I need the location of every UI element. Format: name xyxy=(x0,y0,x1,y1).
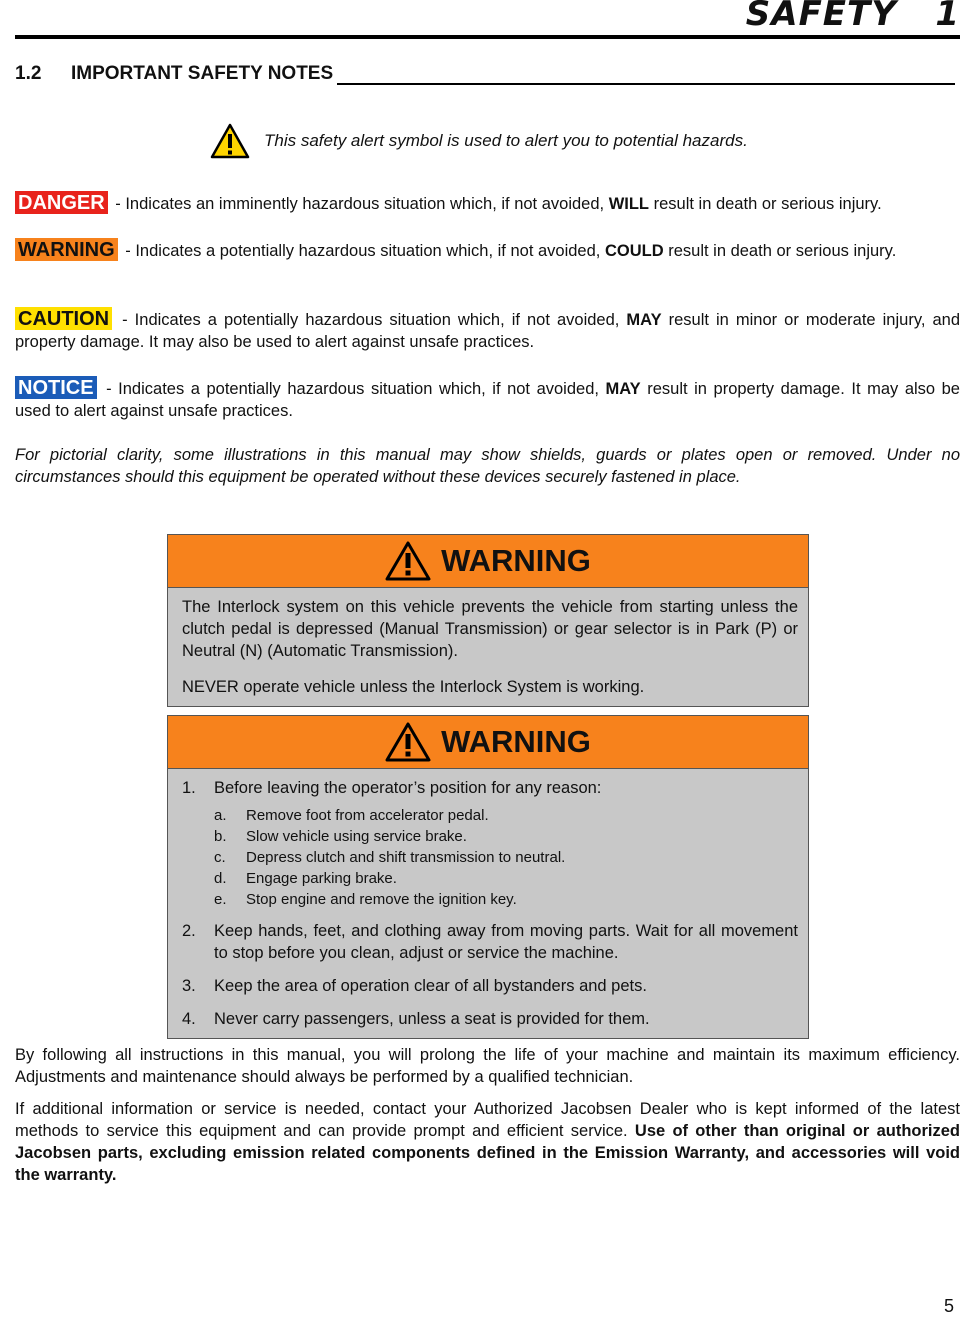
interlock-never-operate: NEVER operate vehicle unless the Interlock System is working. xyxy=(182,678,645,696)
list-item-number: 1. xyxy=(182,779,196,797)
sub-list-text: Slow vehicle using service brake. xyxy=(246,828,467,845)
page-number: 5 xyxy=(943,1296,954,1316)
warning-triangle-icon xyxy=(210,123,250,159)
alert-symbol-description: This safety alert symbol is used to alert you to potential hazards. xyxy=(264,131,748,150)
warning-box-title: WARNING xyxy=(441,724,591,759)
sub-list-item xyxy=(214,826,798,847)
warning-definition xyxy=(15,238,960,262)
sub-list-letter: c. xyxy=(214,849,226,866)
page-header-title: SAFETY 1 xyxy=(745,0,960,34)
sub-list-item xyxy=(214,889,798,910)
pictorial-clarity-note: For pictorial clarity, some illustrations in this manual may show shields, guards or plates open or removed. Under no circumstances should this equipment be operated without these devices securely fastened in place. xyxy=(15,446,960,486)
section-title: IMPORTANT SAFETY NOTES xyxy=(71,63,334,84)
caution-label: CAUTION xyxy=(15,307,112,330)
danger-text-end: result in death or serious injury. xyxy=(649,195,882,213)
sub-list-item xyxy=(214,805,798,826)
section-number: 1.2 xyxy=(15,63,42,84)
warranty-warning-text: Use of other than original or authorized Jacobsen parts, excluding emission related components defined in the Emission Warranty, and accessories will void the warranty. xyxy=(15,1122,960,1184)
list-item-text: Keep the area of operation clear of all bystanders and pets. xyxy=(214,977,647,995)
warning-emphasis: COULD xyxy=(604,242,664,260)
sub-list-text: Stop engine and remove the ignition key. xyxy=(246,891,517,908)
notice-text: - Indicates a potentially hazardous situation which, if not avoided, xyxy=(99,380,606,398)
interlock-description: The Interlock system on this vehicle prevents the vehicle from starting unless the clutch pedal is depressed (Manual Transmission) or gear selector is in Park (P) or Neutral (N) (Automatic Transmission). xyxy=(182,598,798,660)
sub-list-text: Engage parking brake. xyxy=(246,870,397,887)
danger-label: DANGER xyxy=(15,191,108,214)
header-rule xyxy=(15,35,960,39)
warning-text: - Indicates a potentially hazardous situation which, if not avoided, xyxy=(120,242,605,260)
caution-emphasis: MAY xyxy=(626,311,662,329)
list-item-number: 2. xyxy=(182,922,196,940)
list-item-number: 4. xyxy=(182,1010,196,1028)
list-item-text: Before leaving the operator’s position for any reason: xyxy=(214,779,602,797)
sub-list-item xyxy=(214,847,798,868)
list-item-number: 3. xyxy=(182,977,196,995)
list-item xyxy=(182,975,798,997)
interlock-warning-box xyxy=(167,534,809,707)
sub-list-letter: d. xyxy=(214,870,227,887)
sub-list xyxy=(214,805,798,910)
sub-list-letter: b. xyxy=(214,828,227,845)
operator-warning-box xyxy=(167,715,809,1039)
notice-definition xyxy=(15,376,960,422)
caution-text: - Indicates a potentially hazardous situation which, if not avoided, xyxy=(115,311,627,329)
sub-list-text: Remove foot from accelerator pedal. xyxy=(246,807,489,824)
notice-emphasis: MAY xyxy=(605,380,641,398)
warning-triangle-icon xyxy=(385,541,431,581)
sub-list-letter: e. xyxy=(214,891,227,908)
list-item-text: Keep hands, feet, and clothing away from moving parts. Wait for all movement to stop before you clean, adjust or service the machine. xyxy=(214,922,798,962)
sub-list-item xyxy=(214,868,798,889)
list-item xyxy=(182,920,798,964)
danger-emphasis: WILL xyxy=(608,195,650,213)
closing-paragraph-2 xyxy=(15,1098,960,1186)
list-item-text: Never carry passengers, unless a seat is provided for them. xyxy=(214,1010,650,1028)
dealer-contact-text: If additional information or service is needed, contact your Authorized Jacobsen Dealer who is kept informed of the latest methods to service this equipment and can provide prompt and efficient service. xyxy=(15,1100,960,1140)
warning-box-title: WARNING xyxy=(441,543,591,578)
caution-text-end: result in minor or moderate injury, and property damage. It may also be used to alert against unsafe practices. xyxy=(15,311,960,351)
sub-list-letter: a. xyxy=(214,807,227,824)
danger-definition xyxy=(15,191,960,215)
list-item xyxy=(182,1008,798,1030)
closing-paragraph-1: By following all instructions in this manual, you will prolong the life of your machine and maintain its maximum efficiency. Adjustments and maintenance should always be performed by a qualified technician. xyxy=(15,1046,960,1086)
warning-text-end: result in death or serious injury. xyxy=(663,242,897,260)
section-underline xyxy=(337,65,955,85)
notice-label: NOTICE xyxy=(15,376,97,399)
warning-box-header xyxy=(168,535,808,588)
sub-list-text: Depress clutch and shift transmission to neutral. xyxy=(246,849,566,866)
alert-symbol-row xyxy=(210,123,748,159)
warning-label: WARNING xyxy=(15,238,118,261)
warning-box-header xyxy=(168,716,808,769)
warning-triangle-icon xyxy=(385,722,431,762)
danger-text: - Indicates an imminently hazardous situation which, if not avoided, xyxy=(110,195,609,213)
list-item xyxy=(182,777,798,799)
caution-definition xyxy=(15,307,960,353)
section-heading xyxy=(15,63,955,85)
notice-text-end: result in property damage. It may also be used to alert against unsafe practices. xyxy=(15,380,960,420)
